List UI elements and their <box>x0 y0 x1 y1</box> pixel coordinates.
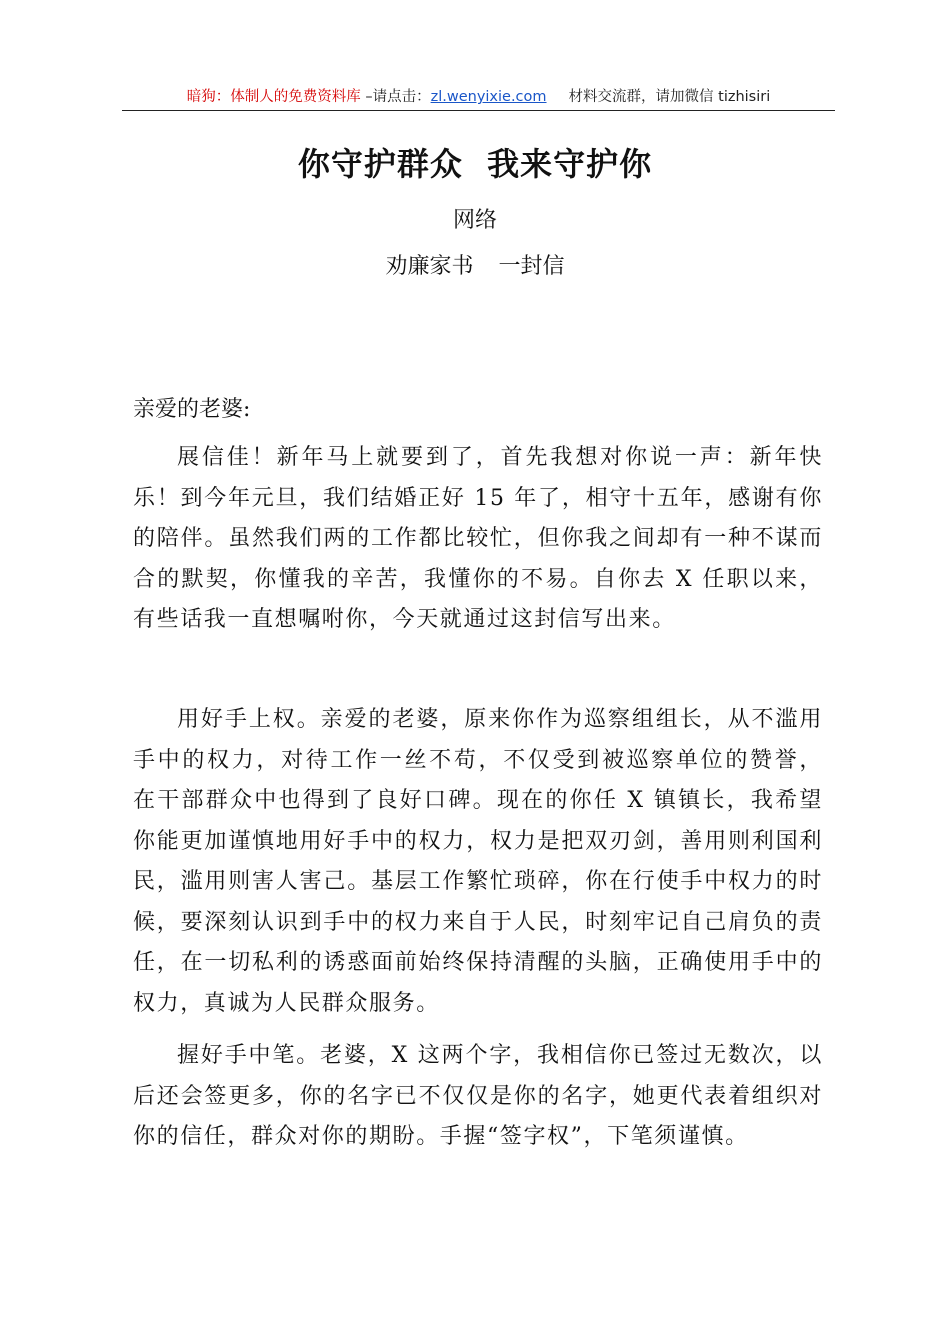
header-prompt: –请点击： <box>360 89 431 105</box>
header-contact: 材料交流群，请加微信 tizhisiri <box>568 89 771 105</box>
document-title: 你守护群众 我来守护你 <box>297 145 653 183</box>
header-link[interactable]: zl.wenyixie.com <box>430 89 547 105</box>
header-brand: 暗狗：体制人的免费资料库 <box>186 89 361 105</box>
letter-paragraph: 展信佳！新年马上就要到了，首先我想对你说一声：新年快乐！到今年元旦，我们结婚正好 15 年了，相守十五年，感谢有你的陪伴。虽然我们两的工作都比较忙，但你我之间却有一种不谋而合的默契，你懂我的辛苦，我懂你的不易。自你去 X 任职以来，有些话我一直想嘱咐你，今天就通过这封信写出来。 <box>133 445 823 632</box>
document-source: 网络 <box>452 208 497 233</box>
header-divider <box>122 110 835 111</box>
letter-paragraph: 用好手上权。亲爱的老婆，原来你作为巡察组组长，从不滥用手中的权力，对待工作一丝不苟，不仅受到被巡察单位的赞誉， 在干部群众中也得到了良好口碑。现在的你任 X 镇镇长，我希望你能更加谨慎地用好手中的权力，权力是把双刃剑，善用则利国利民，滥用则害人害己。基层工作繁忙琐碎，你在行使手中权力的时候，要深刻认识到手中的权力来自于人民，时刻牢记自己肩负的责任，在一切私利的诱惑面前始终保持清醒的头脑，正确使用手中的权力，真诚为人民群众服务。 <box>133 707 823 1016</box>
letter-paragraph: 握好手中笔。老婆，X 这两个字，我相信你已签过无数次，以后还会签更多，你的名字已不仅仅是你的名字，她更代表着组织对你的信任，群众对你的期盼。手握“签字权”，下笔须谨慎。 <box>133 1043 823 1149</box>
letter-salutation: 亲爱的老婆: <box>133 397 251 422</box>
page-header <box>122 86 835 108</box>
document-column: 劝廉家书 一封信 <box>385 254 565 279</box>
